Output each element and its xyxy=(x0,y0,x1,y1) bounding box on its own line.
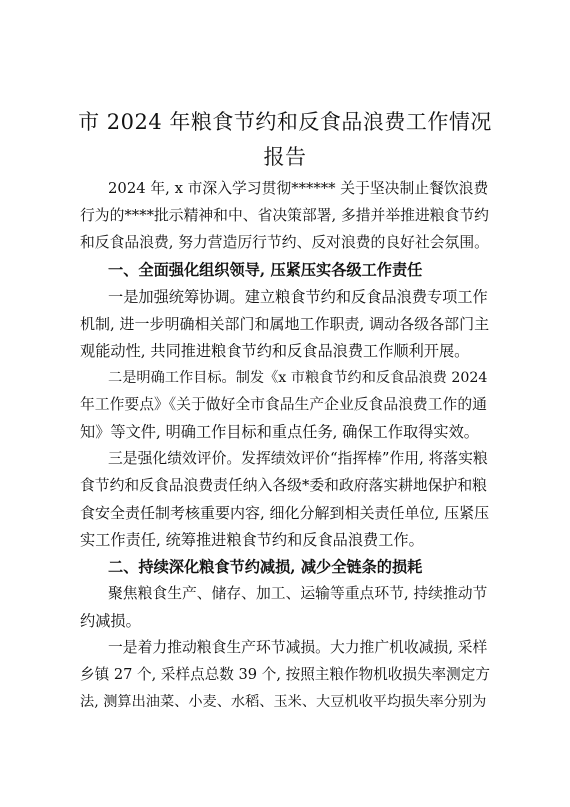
section-heading-2: 二、持续深化粮食节约减损, 减少全链条的损耗 xyxy=(108,558,423,576)
paragraph-line: 聚焦粮食生产、储存、加工、运输等重点环节, 持续推动节 xyxy=(108,585,488,602)
paragraph-line: 2024 年, x 市深入学习贯彻****** 关于坚决制止餐饮浪费 xyxy=(108,180,489,197)
paragraph-line: 食安全责任制考核重要内容, 细化分解到相关责任单位, 压紧压 xyxy=(80,504,490,522)
paragraph-line: 二是明确工作目标。制发《x 市粮食节约和反食品浪费 2024 xyxy=(108,370,488,386)
paragraph-line: 和反食品浪费, 努力营造厉行节约、反对浪费的良好社会氛围。 xyxy=(80,234,489,251)
paragraph-line: 一是加强统筹协调。建立粮食节约和反食品浪费专项工作 xyxy=(108,288,488,306)
paragraph-line: 年工作要点》《关于做好全市食品生产企业反食品浪费工作的通 xyxy=(80,396,487,413)
paragraph-line: 食节约和反食品浪费责任纳入各级*委和政府落实耕地保护和粮 xyxy=(80,477,487,494)
paragraph-line: 机制, 进一步明确相关部门和属地工作职责, 调动各级各部门主 xyxy=(80,315,490,333)
paragraph-line: 乡镇 27 个, 采样点总数 39 个, 按照主粮作物机收损失率测定方 xyxy=(80,666,490,683)
paragraph-line: 三是强化绩效评价。发挥绩效评价“指挥棒”作用, 将落实粮 xyxy=(108,450,488,467)
section-heading-1: 一、全面强化组织领导, 压紧压实各级工作责任 xyxy=(108,261,423,279)
paragraph-line: 法, 测算出油菜、小麦、水稻、玉米、大豆机收平均损失率分别为 xyxy=(80,694,487,710)
paragraph-line: 一是着力推动粮食生产环节减损。大力推广机收减损, 采样 xyxy=(108,639,488,656)
document-title-line-1: 市 2024 年粮食节约和反食品浪费工作情况 xyxy=(78,110,492,134)
paragraph-line: 观能动性, 共同推进粮食节约和反食品浪费工作顺利开展。 xyxy=(80,342,470,360)
paragraph-line: 知》等文件, 明确工作目标和重点任务, 确保工作取得实效。 xyxy=(80,423,479,441)
paragraph-line: 行为的****批示精神和中、省决策部署, 多措并举推进粮食节约 xyxy=(80,207,489,224)
paragraph-line: 实工作责任, 统筹推进粮食节约和反食品浪费工作。 xyxy=(80,531,424,549)
document-title-line-2: 报告 xyxy=(263,145,307,169)
paragraph-line: 约减损。 xyxy=(80,612,141,630)
